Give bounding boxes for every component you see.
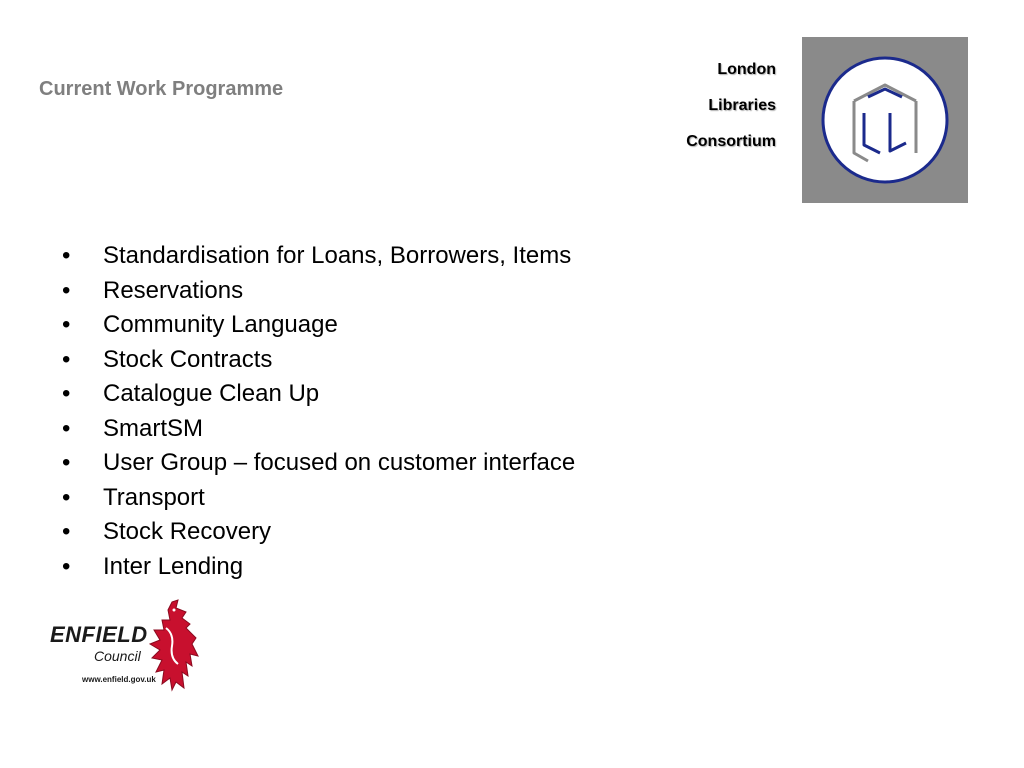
list-item-text: Catalogue Clean Up — [103, 380, 320, 407]
bullet-icon: • — [62, 380, 71, 407]
list-item-text: Stock Recovery — [103, 518, 272, 545]
bullet-icon: • — [62, 311, 71, 338]
list-item-text: Stock Contracts — [103, 345, 273, 373]
list-item — [60, 481, 575, 516]
list-item-text: Community Language — [103, 311, 338, 338]
consortium-line-consortium: Consortium — [686, 133, 776, 150]
enfield-council-logo — [50, 598, 202, 692]
enfield-url: www.enfield.gov.uk — [82, 675, 156, 684]
list-item — [60, 308, 575, 343]
list-item — [60, 377, 575, 412]
list-item — [60, 550, 575, 585]
list-item — [60, 446, 575, 481]
bullet-icon: • — [62, 518, 71, 545]
page-title: Current Work Programme — [39, 78, 284, 100]
bullet-icon: • — [62, 276, 71, 304]
bullet-icon: • — [62, 242, 71, 269]
consortium-name — [686, 52, 776, 160]
list-item — [60, 274, 575, 309]
list-item-text: Reservations — [103, 276, 244, 304]
enfield-dragon-icon — [142, 598, 202, 692]
consortium-logo-icon — [802, 37, 968, 203]
list-item — [60, 515, 575, 550]
list-item-text: Inter Lending — [103, 552, 244, 580]
bullet-icon: • — [62, 483, 71, 511]
enfield-wordmark: ENFIELD — [50, 622, 148, 647]
consortium-line-libraries: Libraries — [708, 97, 776, 114]
bullet-icon: • — [62, 552, 71, 580]
list-item-text: Transport — [103, 483, 205, 511]
bullet-icon: • — [62, 414, 71, 442]
list-item — [60, 412, 575, 447]
list-item-text: SmartSM — [103, 414, 204, 442]
bullet-icon: • — [62, 345, 71, 373]
enfield-council-label: Council — [94, 648, 141, 664]
list-item-text: Standardisation for Loans, Borrowers, Items — [103, 242, 572, 269]
london-libraries-consortium-logo — [802, 37, 968, 203]
work-programme-list — [60, 239, 575, 584]
bullet-icon: • — [62, 449, 71, 476]
consortium-line-london: London — [717, 61, 776, 78]
list-item — [60, 239, 575, 274]
list-item-text: User Group – focused on customer interface — [103, 449, 576, 476]
list-item — [60, 343, 575, 378]
